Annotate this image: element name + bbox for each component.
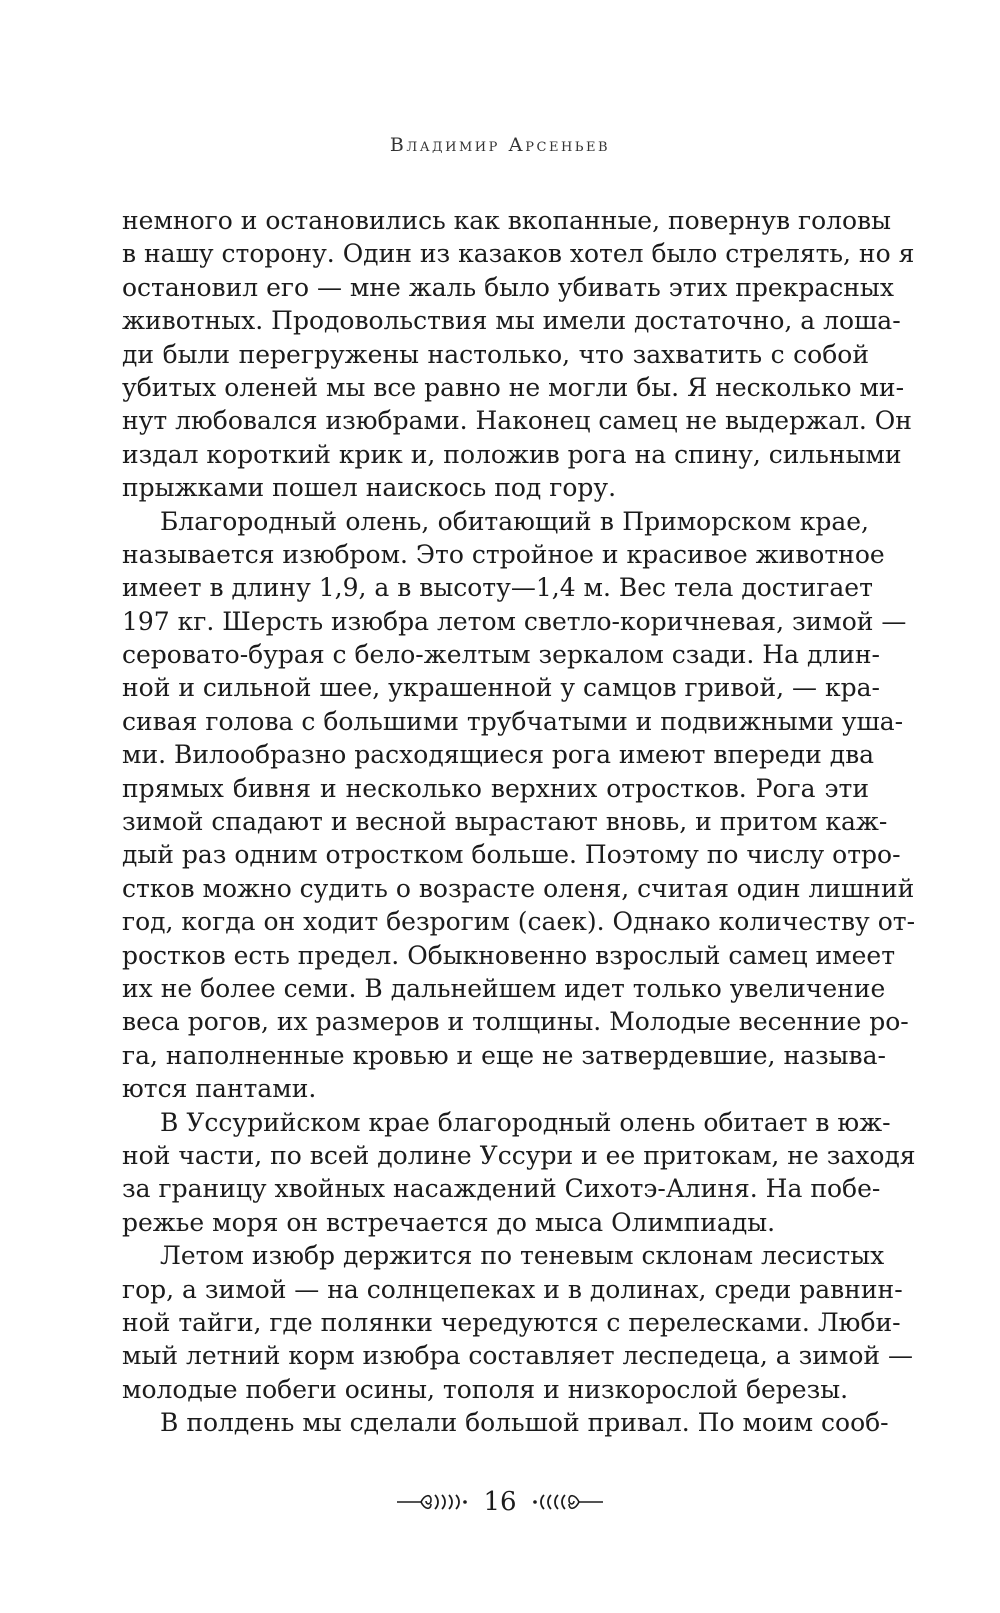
body-text <box>122 204 916 1439</box>
paragraph-first-line: В полдень мы сделали большой привал. По моим сооб- <box>160 1408 889 1438</box>
flourish-ornament-icon <box>531 1491 605 1513</box>
text-line: их не более семи. В дальнейшем идет только увеличение <box>122 973 886 1003</box>
text-line: мый летний корм изюбра составляет леспедеца, а зимой — <box>122 1341 913 1371</box>
text-line: стков можно судить о возрасте оленя, считая один лишний <box>122 873 915 903</box>
text-line: веса рогов, их размеров и толщины. Молодые весенние ро- <box>122 1007 909 1037</box>
running-title: Владимир Арсеньев <box>389 134 611 156</box>
text-line: убитых оленей мы все равно не могли бы. Я несколько ми- <box>122 372 905 402</box>
page-number: 16 <box>483 1487 517 1517</box>
text-line: немного и остановились как вкопанные, повернув головы <box>122 206 892 235</box>
page-folio <box>0 1487 1000 1517</box>
text-line: сивая голова с большими трубчатыми и подвижными уша- <box>122 706 904 736</box>
flourish-ornament-icon <box>395 1491 469 1513</box>
running-header <box>0 134 1000 156</box>
text-line: издал короткий крик и, положив рога на спину, сильными <box>122 439 902 469</box>
paragraph-first-line: Благородный олень, обитающий в Приморском крае, <box>160 506 869 536</box>
text-line: нут любовался изюбрами. Наконец самец не выдержал. Он <box>122 406 912 436</box>
paragraph-first-line: Летом изюбр держится по теневым склонам лесистых <box>160 1241 885 1271</box>
text-line: год, когда он ходит безрогим (саек). Однако количеству от- <box>122 907 916 937</box>
text-line: ной и сильной шее, украшенной у самцов гривой, — кра- <box>122 673 880 703</box>
text-line: ми. Вилообразно расходящиеся рога имеют впереди два <box>122 740 875 770</box>
paragraph-end-line: ются пантами. <box>122 1074 317 1104</box>
text-line: дый раз одним отростком больше. Поэтому по числу отро- <box>122 840 901 870</box>
text-line: за границу хвойных насаждений Сихотэ-Алиня. На побе- <box>122 1174 881 1204</box>
text-line: в нашу сторону. Один из казаков хотел было стрелять, но я <box>122 239 915 269</box>
text-line: имеет в длину 1,9, а в высоту—1,4 м. Вес тела достигает <box>122 573 873 603</box>
text-line: называется изюбром. Это стройное и красивое животное <box>122 539 885 569</box>
text-line: ной части, по всей долине Уссури и ее притокам, не заходя <box>122 1140 916 1170</box>
paragraph-end-line: прыжками пошел наискось под гору. <box>122 473 617 503</box>
text-line: остановил его — мне жаль было убивать этих прекрасных <box>122 272 894 302</box>
text-line: гор, а зимой — на солнцепеках и в долинах, среди равнин- <box>122 1274 903 1304</box>
text-line: ди были перегружены настолько, что захватить с собой <box>122 339 869 369</box>
text-line: животных. Продовольствия мы имели достаточно, а лоша- <box>122 306 901 336</box>
paragraph-first-line: В Уссурийском крае благородный олень обитает в юж- <box>160 1107 891 1137</box>
text-line: ной тайги, где полянки чередуются с перелесками. Люби- <box>122 1307 901 1337</box>
text-line: 197 кг. Шерсть изюбра летом светло-коричневая, зимой — <box>122 606 907 636</box>
text-line: ростков есть предел. Обыкновенно взрослый самец имеет <box>122 940 896 970</box>
text-line: серовато-бурая с бело-желтым зеркалом сзади. На длин- <box>122 640 880 670</box>
text-line: зимой спадают и весной вырастают вновь, и притом каж- <box>122 807 888 837</box>
paragraph-end-line: молодые побеги осины, тополя и низкорослой березы. <box>122 1374 849 1404</box>
text-line: га, наполненные кровью и еще не затвердевшие, называ- <box>122 1040 886 1070</box>
paragraph-end-line: режье моря он встречается до мыса Олимпиады. <box>122 1207 776 1237</box>
text-line: прямых бивня и несколько верхних отростков. Рога эти <box>122 773 869 803</box>
